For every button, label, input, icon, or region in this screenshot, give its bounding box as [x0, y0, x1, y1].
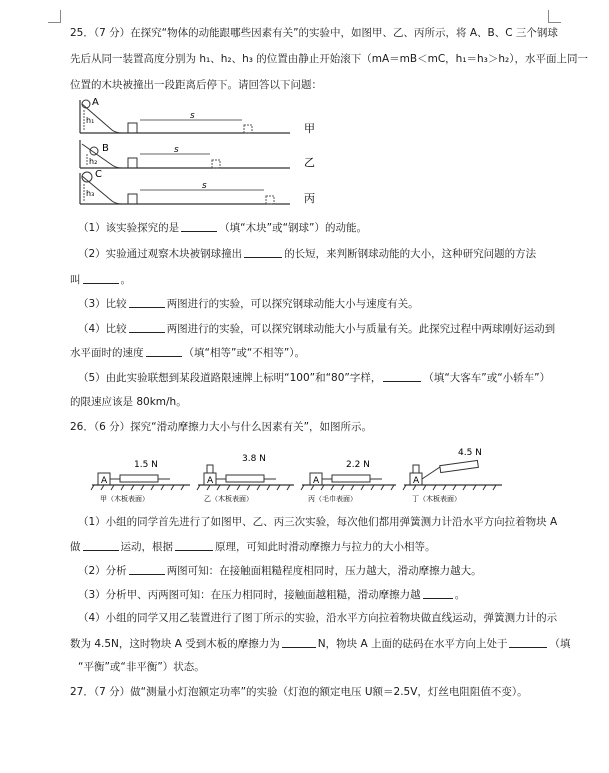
- block-jia: [128, 123, 137, 133]
- block-yi: [128, 158, 137, 168]
- q25-part-2: （2）实验通过观察木块被钢球撞出 的长短，来判断钢球动能的大小，这种研究问题的方法: [78, 248, 537, 260]
- q25-intro-3: 位置的木块被撞出一段距离后停下。请回答以下问题：: [70, 79, 322, 91]
- force-ding: 4.5 N: [458, 448, 482, 458]
- friction-fig-jia: [91, 460, 190, 503]
- label-jia: 甲: [304, 122, 315, 135]
- q26-part-1: （1）小组的同学首先进行了如图甲、乙、丙三次实验，每次他们都用弹簧测力计沿水平方向拉着物块 A: [78, 516, 558, 528]
- label-yi: 乙: [304, 156, 315, 169]
- q25-part-4-cont: 水平面时的速度 （填“相等”或“不相等”）。: [70, 347, 306, 359]
- answer-blank[interactable]: [383, 371, 421, 382]
- q25-part-3: （3）比较 两图进行的实验，可以探究钢球动能大小与速度有关。: [78, 298, 419, 310]
- q26-figure: [90, 443, 510, 505]
- friction-fig-ding: [403, 448, 502, 503]
- answer-blank[interactable]: [83, 273, 119, 284]
- spring-scale-yi: [226, 475, 264, 482]
- force-bing: 2.2 N: [346, 460, 370, 470]
- q27-intro: 27．（7 分）做“测量小灯泡额定功率”的实验（灯泡的额定电压 U额＝2.5V，灯丝电阻阻值不变）。: [70, 686, 528, 698]
- q25-part-4: （4）比较 两图进行的实验，可以探究钢球动能大小与质量有关。此探究过程中两球刚好运动到: [78, 323, 556, 335]
- q25-intro-1: 25．（7 分）在探究“物体的动能跟哪些因素有关”的实验中，如图甲、乙、丙所示，将 A、B、C 三个钢球: [70, 27, 558, 39]
- q25-part-5: （5）由此实验联想到某段道路限速牌上标明“100”和“80”字样， （填“大客车”或“小轿车”）: [78, 372, 551, 384]
- answer-blank[interactable]: [83, 540, 119, 551]
- q25-part-5-cont: 的限速应该是 80km/h。: [70, 396, 187, 408]
- label-s-yi: s: [174, 145, 179, 155]
- label-h3: h₃: [86, 189, 95, 198]
- force-jia: 1.5 N: [134, 460, 158, 470]
- q25-intro-2: 先后从同一装置高度分别为 h₁、h₂、h₃ 的位置由静止开始滚下（mA＝mB＜mC，h₁＝h₃＞h₂），水平面上同一: [70, 53, 589, 65]
- answer-blank[interactable]: [175, 540, 213, 551]
- friction-fig-yi: [197, 454, 294, 503]
- spring-scale-jia: [120, 475, 158, 482]
- label-c: C: [95, 169, 102, 180]
- q26-part-3: （3）分析甲、丙两图可知：在压力相同时，接触面越粗糙，滑动摩擦力越 。: [78, 589, 466, 601]
- ball-a: [82, 100, 90, 108]
- answer-blank[interactable]: [509, 637, 547, 648]
- force-yi: 3.8 N: [242, 454, 266, 464]
- fig-yi: [80, 140, 315, 169]
- spring-scale-ding: [440, 460, 479, 472]
- label-bing: 丙: [304, 192, 315, 205]
- svg-text:A: A: [207, 476, 214, 486]
- answer-blank[interactable]: [181, 221, 217, 232]
- label-a: A: [92, 97, 99, 108]
- crop-mark-left: [48, 10, 61, 23]
- caption-jia: 甲（木板表面）: [100, 495, 149, 503]
- answer-blank[interactable]: [146, 346, 182, 357]
- q26-part-4-cont2: “平衡”或“非平衡”）状态。: [78, 661, 205, 673]
- caption-ding: 丁（木板表面）: [412, 495, 461, 503]
- crop-mark-right: [548, 10, 561, 23]
- answer-blank[interactable]: [423, 588, 453, 599]
- answer-blank[interactable]: [282, 637, 316, 648]
- svg-text:A: A: [413, 476, 420, 486]
- answer-blank[interactable]: [129, 322, 165, 333]
- answer-blank[interactable]: [129, 564, 165, 575]
- fig-jia: [80, 97, 315, 135]
- label-h1: h₁: [86, 116, 95, 125]
- fig-bing: [80, 169, 315, 205]
- svg-text:A: A: [101, 476, 108, 486]
- q26-part-4-cont: 数为 4.5N，这时物块 A 受到木板的摩擦力为 N，物块 A 上面的砝码在水平方向上处于 （填: [70, 638, 571, 650]
- q26-intro: 26．（6 分）探究“滑动摩擦力大小与什么因素有关”，如图所示。: [70, 421, 373, 433]
- q25-figure: [70, 96, 330, 208]
- q25-part-1: （1）该实验探究的是 （填“木块”或“钢球”）的动能。: [78, 222, 367, 234]
- block-bing: [128, 194, 137, 204]
- spring-scale-bing: [332, 475, 370, 482]
- answer-blank[interactable]: [244, 247, 282, 258]
- q26-part-2: （2）分析 两图可知：在接触面粗糙程度相同时，压力越大，滑动摩擦力越大。: [78, 565, 482, 577]
- label-s-jia: s: [190, 111, 195, 121]
- svg-text:A: A: [313, 476, 320, 486]
- caption-bing: 丙（毛巾表面）: [308, 495, 357, 503]
- answer-blank[interactable]: [129, 297, 165, 308]
- q25-part-2-cont: 叫 。: [70, 274, 131, 286]
- label-h2: h₂: [89, 157, 98, 166]
- q26-part-1-cont: 做 运动，根据 原理，可知此时滑动摩擦力与拉力的大小相等。: [70, 541, 436, 553]
- label-b: B: [102, 143, 109, 154]
- weight-yi: [207, 465, 213, 473]
- caption-yi: 乙（木板表面）: [204, 495, 253, 503]
- label-s-bing: s: [202, 181, 207, 191]
- q26-part-4: （4）小组的同学又用乙装置进行了图丁所示的实验，沿水平方向拉着物块做直线运动，弹簧测力计的示: [78, 612, 558, 624]
- weight-ding: [413, 465, 419, 473]
- friction-fig-bing: [301, 460, 396, 503]
